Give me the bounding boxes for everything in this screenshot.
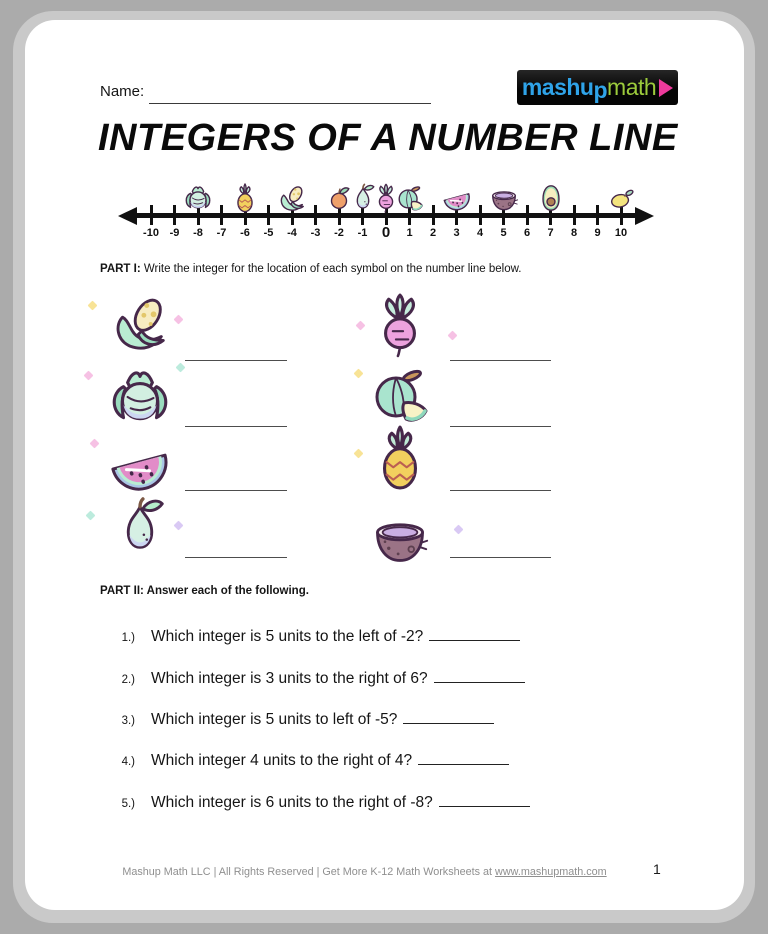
tick-label: -1 bbox=[357, 227, 368, 239]
question-row-3 bbox=[101, 709, 494, 731]
sparkle-icon bbox=[354, 449, 364, 459]
tick-label: -9 bbox=[169, 227, 180, 239]
tick-mark bbox=[267, 205, 270, 225]
part1-coconut-icon bbox=[370, 507, 430, 567]
numberline-right-arrow-icon bbox=[635, 207, 654, 225]
question-answer-blank bbox=[434, 668, 525, 683]
tick-label: 9 bbox=[594, 227, 601, 239]
tick-label: -3 bbox=[310, 227, 321, 239]
name-label: Name: bbox=[100, 83, 145, 100]
numberline-lemon-icon bbox=[606, 183, 636, 213]
answer-blank-line bbox=[185, 557, 287, 558]
worksheet-page bbox=[25, 20, 744, 910]
question-number: 5.) bbox=[121, 798, 135, 810]
sparkle-icon bbox=[454, 525, 464, 535]
logo-word-mashup: mashu bbox=[521, 74, 594, 100]
sparkle-icon bbox=[356, 321, 366, 331]
part1-radish-icon bbox=[367, 292, 433, 358]
tick-mark bbox=[220, 205, 223, 225]
logo-word-math: math bbox=[607, 74, 657, 100]
question-answer-blank bbox=[439, 792, 530, 807]
part2-heading: PART II: Answer each of the following. bbox=[100, 585, 309, 597]
question-text: Which integer is 6 units to the right of -8? bbox=[151, 794, 433, 811]
tick-label: -4 bbox=[287, 227, 297, 239]
tick-label: -6 bbox=[240, 227, 250, 239]
numberline-watermelon-icon bbox=[442, 183, 472, 213]
sparkle-icon bbox=[174, 315, 184, 325]
answer-blank-line bbox=[185, 490, 287, 491]
worksheet-title: INTEGERS OF A NUMBER LINE bbox=[98, 117, 678, 159]
sparkle-icon bbox=[174, 521, 184, 531]
logo-letter-p: p bbox=[593, 77, 608, 103]
question-number: 2.) bbox=[121, 674, 135, 686]
part1-corn-icon bbox=[109, 292, 171, 354]
tick-mark bbox=[526, 205, 529, 225]
tick-label: 8 bbox=[570, 227, 578, 239]
footer bbox=[65, 866, 664, 878]
footer-link[interactable]: www.mashupmath.com bbox=[495, 866, 607, 878]
answer-blank-line bbox=[185, 360, 287, 361]
question-text: Which integer is 3 units to the right of 6? bbox=[151, 670, 428, 687]
answer-blank-line bbox=[185, 426, 287, 427]
sparkle-icon bbox=[448, 331, 458, 341]
mashupmath-logo bbox=[517, 70, 678, 105]
tick-mark bbox=[150, 205, 153, 225]
question-text: Which integer is 5 units to left of -5? bbox=[151, 711, 398, 728]
tick-mark bbox=[314, 205, 317, 225]
question-answer-blank bbox=[429, 626, 520, 641]
tick-mark bbox=[432, 205, 435, 225]
question-row-2 bbox=[101, 668, 525, 690]
tick-label: 6 bbox=[523, 227, 531, 239]
tick-label: 4 bbox=[476, 227, 484, 239]
part1-heading: PART I: Write the integer for the location of each symbol on the number line below. bbox=[100, 263, 522, 275]
tick-label: -10 bbox=[143, 227, 159, 239]
tick-label: 5 bbox=[500, 227, 507, 239]
part1-pineapple-icon bbox=[367, 425, 433, 491]
question-answer-blank bbox=[418, 750, 509, 765]
part1-watermelon-icon bbox=[108, 432, 172, 496]
question-row-4 bbox=[101, 750, 509, 772]
sparkle-icon bbox=[176, 363, 186, 373]
tick-label: 7 bbox=[547, 227, 554, 239]
part1-cabbage-icon bbox=[107, 364, 173, 430]
tick-mark bbox=[479, 205, 482, 225]
question-number: 1.) bbox=[121, 632, 135, 644]
numberline-corn-icon bbox=[277, 183, 307, 213]
answer-blank-line bbox=[450, 426, 551, 427]
tick-label-zero: 0 bbox=[381, 224, 391, 241]
sparkle-icon bbox=[354, 369, 364, 379]
question-number: 3.) bbox=[121, 715, 135, 727]
footer-text: Mashup Math LLC | All Rights Reserved | Get More K-12 Math Worksheets at bbox=[122, 866, 496, 878]
numberline-melon-icon bbox=[395, 183, 425, 213]
page-number: 1 bbox=[653, 861, 661, 877]
tick-label: 1 bbox=[406, 227, 413, 239]
tick-label: -7 bbox=[216, 227, 227, 239]
tick-label: 10 bbox=[614, 227, 628, 239]
sparkle-icon bbox=[88, 301, 98, 311]
answer-blank-line bbox=[450, 490, 551, 491]
numberline-pineapple-icon bbox=[230, 183, 260, 213]
tick-mark bbox=[573, 205, 576, 225]
tick-label: -5 bbox=[263, 227, 274, 239]
answer-blank-line bbox=[450, 557, 551, 558]
question-answer-blank bbox=[403, 709, 494, 724]
tick-label: -8 bbox=[193, 227, 203, 239]
tick-mark bbox=[596, 205, 599, 225]
sparkle-icon bbox=[84, 371, 94, 381]
question-text: Which integer is 5 units to the left of -2? bbox=[151, 628, 424, 645]
numberline-avocado-icon bbox=[536, 183, 566, 213]
answer-blank-line bbox=[450, 360, 551, 361]
part1-pear-icon bbox=[109, 496, 171, 558]
logo-play-icon bbox=[659, 79, 673, 97]
tick-label: 2 bbox=[429, 227, 437, 239]
question-row-1 bbox=[101, 626, 520, 648]
question-text: Which integer 4 units to the right of 4? bbox=[151, 752, 413, 769]
tick-label: -2 bbox=[334, 227, 344, 239]
tick-label: 3 bbox=[453, 227, 460, 239]
name-blank-line bbox=[149, 103, 431, 104]
numberline-cabbage-icon bbox=[183, 183, 213, 213]
sparkle-icon bbox=[90, 439, 100, 449]
tick-mark bbox=[173, 205, 176, 225]
part1-melon-icon bbox=[368, 363, 432, 427]
question-row-5 bbox=[101, 792, 530, 814]
numberline-coconut-icon bbox=[489, 183, 519, 213]
question-number: 4.) bbox=[121, 756, 135, 768]
sparkle-icon bbox=[86, 511, 96, 521]
